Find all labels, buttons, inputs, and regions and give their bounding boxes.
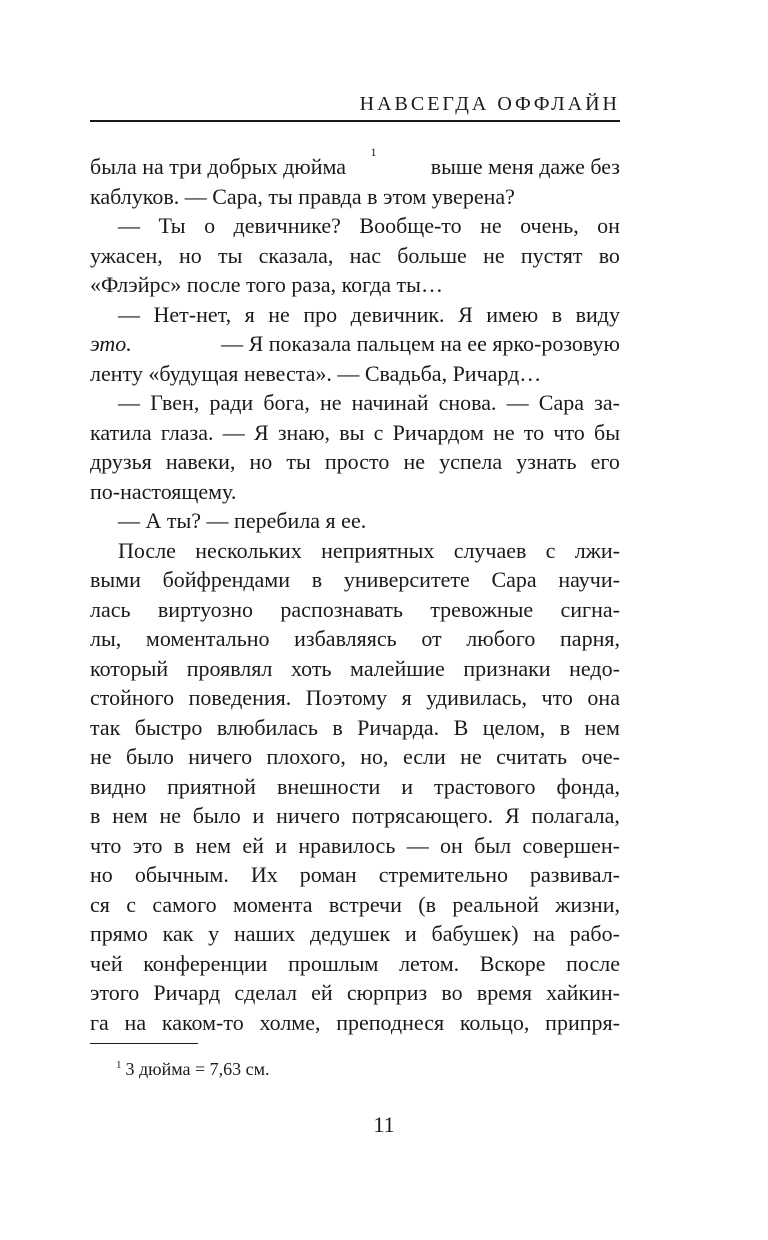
- text-segment: — Я показала пальцем на ее ярко-розовую: [221, 331, 620, 356]
- text-line: «Флэйрс» после того раза, когда ты…: [90, 272, 443, 297]
- text-segment: была на три добрых дюйма: [90, 154, 347, 179]
- text-line: лась виртуозно распознавать тревожные сигна-: [90, 596, 620, 622]
- text-line: но обычным. Их роман стремительно развивал-: [90, 862, 620, 887]
- text-line: — Гвен, ради бога, не начинай снова. — Сара за-: [118, 390, 620, 415]
- text-line: стойного поведения. Поэтому я удивилась, что она: [90, 685, 620, 710]
- text-line: — А ты? — перебила я ее.: [118, 508, 367, 533]
- running-head-title: НАВСЕГДА ОФФЛАЙН: [359, 93, 620, 115]
- text-line: который проявлял хоть малейшие признаки недо-: [90, 655, 620, 681]
- text-line: видно приятной внешности и трастового фонда,: [90, 773, 620, 799]
- text-line: ся с самого момента встречи (в реальной жизни,: [90, 891, 620, 917]
- text-line: по-настоящему.: [90, 478, 237, 504]
- text-line: каблуков. — Сара, ты правда в этом уверена?: [90, 183, 515, 209]
- text-line: не было ничего плохого, но, если не считать оче-: [90, 744, 620, 769]
- text-line: — Ты о девичнике? Вообще-то не очень, он: [118, 213, 620, 238]
- footnote-divider: [90, 1043, 198, 1044]
- text-line: ленту «будущая невеста». — Свадьба, Ричард…: [90, 360, 542, 386]
- text-line: друзья навеки, но ты просто не успела узнать его: [90, 449, 620, 474]
- footnote: [116, 1058, 270, 1080]
- text-line: в нем не было и ничего потрясающего. Я полагала,: [90, 803, 620, 828]
- text-line: [90, 145, 620, 182]
- text-line: катила глаза. — Я знаю, вы с Ричардом не то что бы: [90, 419, 620, 445]
- italic-text: это.: [90, 331, 132, 356]
- footnote-text: 3 дюйма = 7,63 см.: [125, 1059, 270, 1079]
- text-segment: выше меня даже без: [430, 154, 620, 179]
- text-line: лы, моментально избавляясь от любого парня,: [90, 626, 620, 651]
- text-line: что это в нем ей и нравилось — он был совершен-: [90, 832, 620, 858]
- text-line: га на каком-то холме, преподнеся кольцо, припря-: [90, 1009, 620, 1035]
- text-line: этого Ричард сделал ей сюрприз во время хайкин-: [90, 980, 620, 1005]
- text-line: так быстро влюбилась в Ричарда. В целом, в нем: [90, 714, 620, 740]
- text-line: выми бойфрендами в университете Сара научи-: [90, 567, 620, 592]
- footnote-reference: 1: [370, 145, 377, 159]
- running-header: [90, 92, 620, 122]
- text-line: прямо как у наших дедушек и бабушек) на рабо-: [90, 921, 620, 946]
- page-number: 11: [373, 1112, 395, 1137]
- text-line: После нескольких неприятных случаев с лжи-: [118, 537, 620, 563]
- text-line: ужасен, но ты сказала, нас больше не пустят во: [90, 242, 620, 268]
- text-line: [90, 329, 620, 359]
- body-text: [90, 145, 620, 1037]
- footnote-marker: 1: [116, 1059, 122, 1071]
- text-line: — Нет-нет, я не про девичник. Я имею в виду: [118, 301, 620, 327]
- text-line: чей конференции прошлым летом. Вскоре после: [90, 950, 620, 976]
